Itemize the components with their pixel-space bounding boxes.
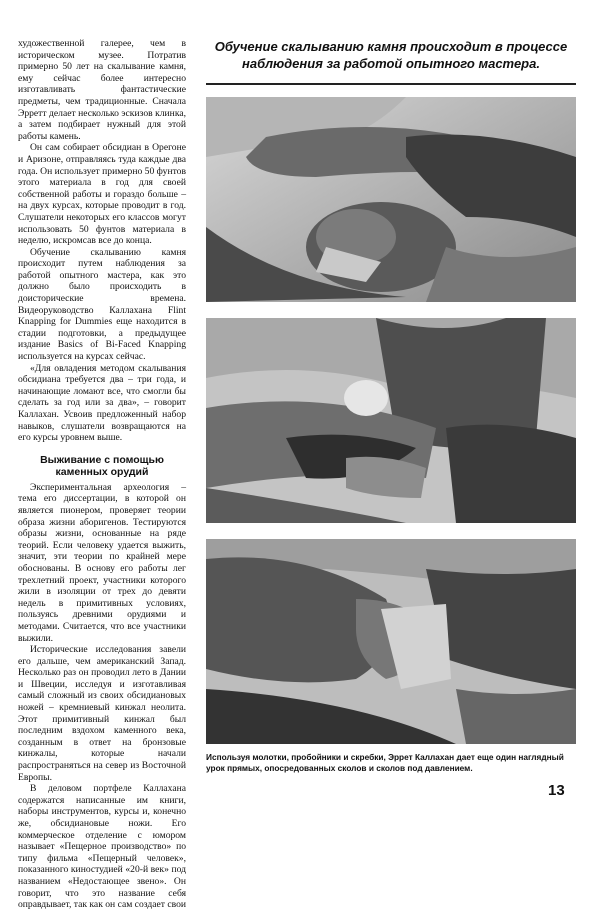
photo-caption: Используя молотки, пробойники и скребки, Эррет Каллахан дает еще один наглядный урок прямых, опосредованных сколов и сколов под давлением. — [206, 752, 564, 773]
article-paragraph: «Для овладения методом скалывания обсидиана требуется два – три года, и начинающие ломают все, что смогли бы сделать за год или за два», – говорит Каллахан. Усвоив предложенный набор навыков, слушатели возвращаются на его курсы уровнем выше. — [18, 362, 186, 444]
photo-knapping-hands-image — [206, 97, 576, 302]
photo-seated-knapper — [206, 318, 576, 523]
photo-pressure-flaking-image — [206, 539, 576, 744]
headline-rule — [206, 83, 576, 85]
article-paragraph: Экспериментальная археология – тема его диссертации, в которой он является пионером, проверяет теории образа жизни аборигенов. Тестируются образы жизни, основанные на ряде теорий. Если человеку удается выжить, значит, эти теории по крайней мере обоснованы. В основу его работы лег трехлетний проект, участники которого жили в изоляции от трех до девяти недель в примитивных условиях, пользуясь древними орудиями и методами. Считается, что все участники выжили. — [18, 481, 186, 644]
photo-knapping-hands — [206, 97, 576, 302]
photo-pressure-flaking — [206, 539, 576, 744]
page-number: 13 — [548, 782, 565, 799]
photo-headline: Обучение скалыванию камня происходит в процессе наблюдения за работой опытного мастера. — [214, 39, 568, 71]
article-paragraph: Исторические исследования завели его дальше, чем американский Запад. Несколько раз он проводил лето в Дании и Швеции, исследуя и изготавливая самый сложный из своих обсидиановых ножей – кремниевый кинжал неолита. Этот примитивный кинжал был последним вздохом каменного века, созданным в ответ на бронзовые кинжалы, которые начали распространяться на север из Восточной Европы. — [18, 644, 186, 783]
article-paragraph: Обучение скалыванию камня происходит путем наблюдения за работой опытного мастера, как это должно было происходить в доисторические времена. Видеоруководство Каллахана Flint Knapping for Dummies еще находится в стадии подготовки, а предыдущее издание Basics of Bi-Faced Knapping используется на курсах сейчас. — [18, 246, 186, 363]
article-paragraph: художественной галерее, чем в историческом музее. Потратив примерно 50 лет на скалывание камня, ему сейчас более интересно изготавливать фантастические предметы, чем традиционные. Сначала Эрретт делает несколько эскизов клинка, а затем подбирает нужный для этой работы камень. — [18, 38, 186, 142]
article-paragraph: Он сам собирает обсидиан в Орегоне и Аризоне, отправляясь туда каждые два года. Он использует примерно 50 фунтов этого материала в год для своей собственной работы и гораздо больше – на двух курсах, которые проводит в год. Слушатели некоторых его классов могут использовать 50 фунтов материала в неделю, искромсав все до конца. — [18, 142, 186, 247]
photo-headline-block — [206, 38, 576, 72]
photo-seated-knapper-image — [206, 318, 576, 523]
article-column — [18, 38, 186, 911]
section-heading: Выживание с помощью каменных орудий — [40, 453, 164, 478]
article-paragraph: В деловом портфеле Каллахана содержатся написанные им книги, наборы инструментов, курсы и, конечно же, обсидиановые ножи. Его коммерческое отделение с юмором называет «Пещерное производство» по типу фильма «Пещерный человек», показанного киностудией «20-й век» под названием «Недостающее звено». Он говорит, что это название себя оправдывает, так как он сам создает свои — [18, 783, 186, 911]
